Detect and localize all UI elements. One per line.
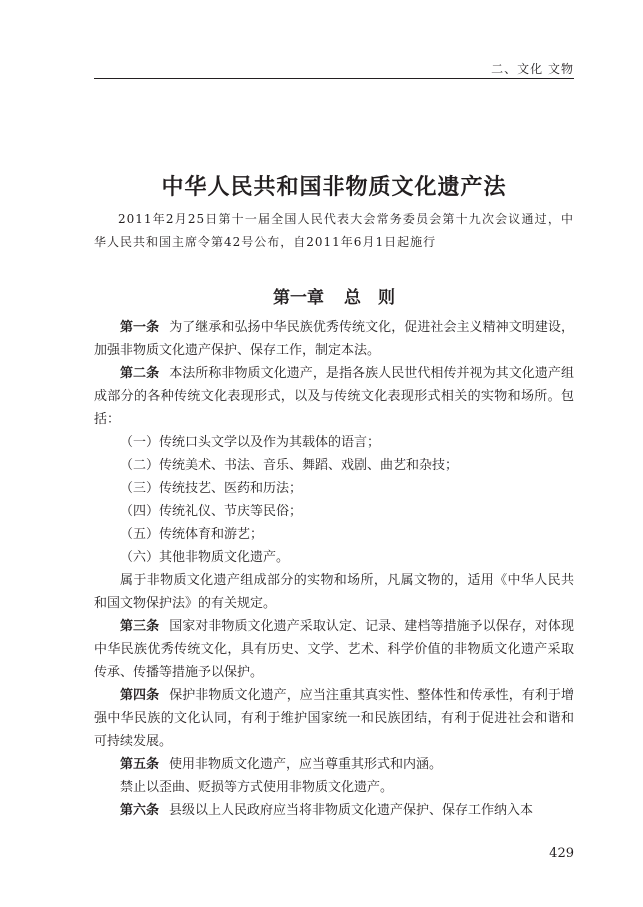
list-item: （四）传统礼仪、节庆等民俗；: [120, 504, 303, 519]
adoption-note: 2011年2月25日第十一届全国人民代表大会常务委员会第十九次会议通过，中华人民共和国主席令第42号公布，自2011年6月1日起施行: [94, 212, 574, 249]
article-6: [94, 799, 574, 822]
running-head: 二、文化 文物: [491, 62, 574, 76]
article-1: [94, 316, 574, 362]
list-item: （五）传统体育和游艺；: [120, 527, 264, 542]
article-label: 第六条: [120, 803, 160, 818]
chapter-number: 第一章: [273, 288, 324, 308]
article-3: [94, 615, 574, 684]
article-text: 县级以上人民政府应当将非物质文化遗产保护、保存工作纳入本: [169, 803, 534, 818]
article-2: [94, 362, 574, 431]
article-label: 第三条: [120, 619, 160, 634]
article-text: 保护非物质文化遗产，应当注重其真实性、整体性和传承性，有利于增强中华民族的文化认同，有利于维护国家统一和民族团结，有利于促进社会和谐和可持续发展。: [94, 688, 574, 749]
law-body: [94, 316, 574, 822]
chapter-name: 总 则: [344, 288, 395, 308]
article-label: 第五条: [120, 757, 160, 772]
article-text: 本法所称非物质文化遗产，是指各族人民世代相传并视为其文化遗产组成部分的各种传统文化表现形式，以及与传统文化表现形式相关的实物和场所。包括：: [94, 366, 574, 427]
article-4: [94, 684, 574, 753]
list-item: （一）传统口头文学以及作为其载体的语言；: [120, 435, 381, 450]
chapter-heading: [94, 283, 574, 308]
list-item: （三）传统技艺、医药和历法；: [120, 481, 303, 496]
article-5: [94, 753, 574, 776]
law-title: 中华人民共和国非物质文化遗产法: [161, 174, 507, 200]
list-item: （二）传统美术、书法、音乐、舞蹈、戏剧、曲艺和杂技；: [120, 458, 459, 473]
article-label: 第四条: [120, 688, 160, 703]
article-2-note: 属于非物质文化遗产组成部分的实物和场所，凡属文物的，适用《中华人民共和国文物保护法》的有关规定。: [94, 573, 574, 611]
page-number: 429: [549, 846, 574, 861]
article-label: 第二条: [120, 366, 160, 381]
article-text: 国家对非物质文化遗产采取认定、记录、建档等措施予以保存，对体现中华民族优秀传统文化，具有历史、文学、艺术、科学价值的非物质文化遗产采取传承、传播等措施予以保护。: [94, 619, 574, 680]
article-label: 第一条: [120, 320, 160, 335]
list-item: （六）其他非物质文化遗产。: [120, 550, 290, 565]
article-text: 为了继承和弘扬中华民族优秀传统文化，促进社会主义精神文明建设，加强非物质文化遗产保护、保存工作，制定本法。: [94, 320, 574, 358]
header-rule: [94, 78, 574, 79]
article-5-note: 禁止以歪曲、贬损等方式使用非物质文化遗产。: [120, 780, 394, 795]
article-text: 使用非物质文化遗产，应当尊重其形式和内涵。: [169, 757, 443, 772]
